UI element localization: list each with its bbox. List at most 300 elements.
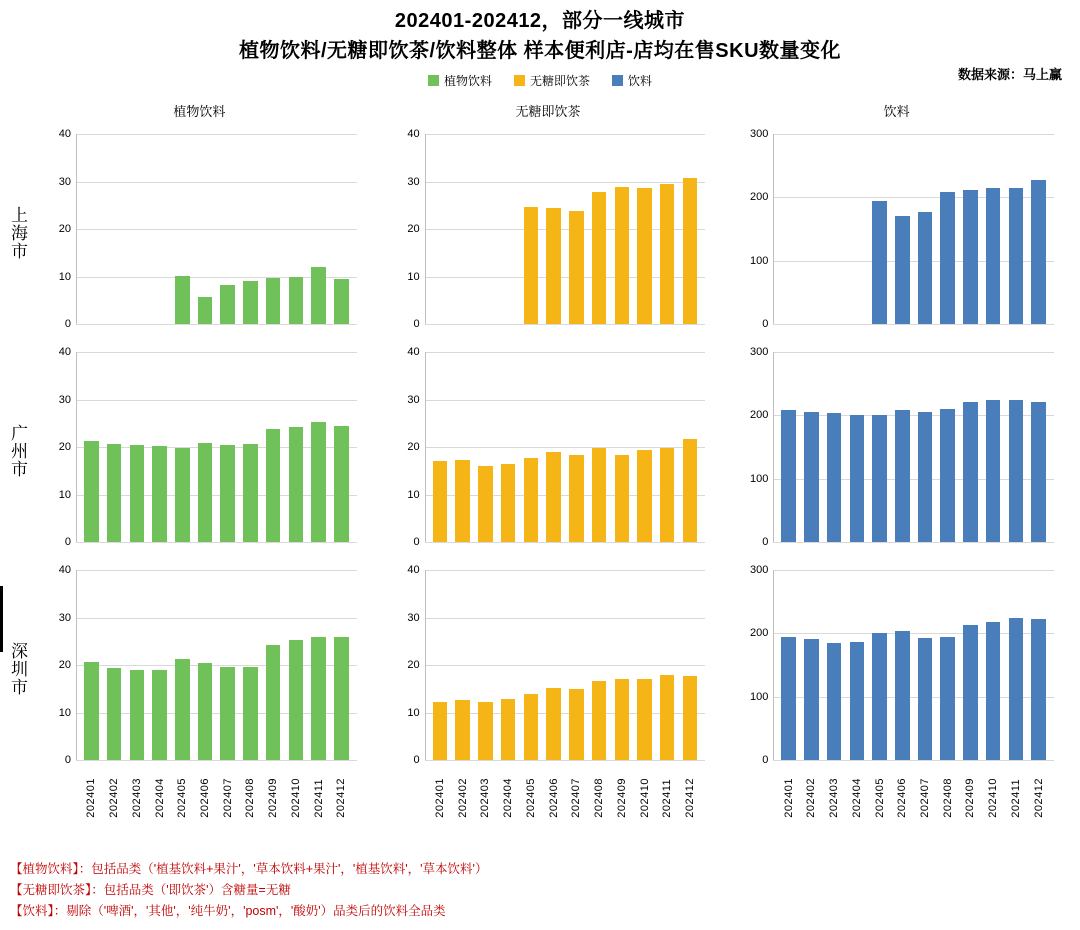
y-axis-tick: 0 [64,754,71,766]
bar[interactable] [334,279,349,324]
bar[interactable] [455,700,470,760]
bar-slot [982,570,1005,760]
legend-swatch [612,75,623,86]
bar[interactable] [615,187,630,324]
bar[interactable] [433,702,448,760]
bar[interactable] [827,643,842,760]
chart-panel [34,560,365,778]
bar[interactable] [175,659,190,760]
bar[interactable] [546,688,561,760]
bar-slot [474,352,497,542]
bar[interactable] [243,444,258,542]
y-axis-line [773,134,774,324]
gridline [76,324,357,325]
bar[interactable] [986,400,1001,543]
note-line: 【植物饮料】：包括品类（'植基饮料+果汁'，'草本饮料+果汁'，'植基饮料'，'草本饮料'） [10,862,488,876]
bar[interactable] [455,460,470,542]
bar-slot [823,352,846,542]
bar[interactable] [940,409,955,542]
bar[interactable] [243,281,258,324]
bar-slot [633,352,656,542]
bar[interactable] [637,188,652,324]
bar-slot [307,134,330,324]
x-label-slot [497,778,520,818]
bar-slot [936,134,959,324]
y-axis-tick: 100 [749,690,769,703]
x-label-slot [914,778,937,818]
bar[interactable] [1009,618,1024,760]
chart-panel [383,342,714,560]
x-axis-tick: 202407 [221,778,234,818]
bar[interactable] [478,466,493,542]
x-axis-tick: 202405 [176,778,189,818]
chart-panel [383,124,714,342]
x-label-slot [936,778,959,818]
bar-slot [656,134,679,324]
bar-slot [80,570,103,760]
gridline [425,324,706,325]
x-axis-labels [34,778,1080,854]
bar[interactable] [220,285,235,324]
bar-slot [429,134,452,324]
chart-panel [34,124,365,342]
bar-slot [679,570,702,760]
left-marker [0,586,3,652]
x-axis-tick: 202411 [1009,778,1022,818]
bar-slot [80,352,103,542]
bar[interactable] [569,211,584,324]
bar-slot [451,570,474,760]
column-titles [34,101,1080,120]
bar[interactable] [524,458,539,542]
chart-row [0,342,1080,560]
bar-slot [914,134,937,324]
bar[interactable] [311,267,326,324]
legend-label: 植物饮料 [443,74,492,88]
chart-title-block [0,0,1080,66]
bar[interactable] [1009,188,1024,324]
row-label: 广州市 [8,424,27,478]
x-axis-tick: 202412 [335,778,348,818]
y-axis-tick: 300 [749,346,769,358]
bar-slot [1027,570,1050,760]
bar-slot [239,352,262,542]
x-label-slot [171,778,194,818]
bar[interactable] [152,446,167,542]
bar[interactable] [660,184,675,324]
y-axis-line [773,570,774,760]
plot-area [407,128,706,330]
bar-slot [1005,570,1028,760]
bar-slot [216,134,239,324]
y-axis-tick: 10 [407,270,420,283]
y-axis-tick: 10 [58,488,71,501]
bar-slot [194,570,217,760]
legend-label: 无糖即饮茶 [529,74,590,88]
bar[interactable] [660,448,675,542]
chart-panel [731,124,1062,342]
legend-label: 饮料 [628,74,653,88]
plot-area [749,564,1054,766]
bar[interactable] [130,445,145,542]
bar[interactable] [660,675,675,760]
column-title-plant: 植物饮料 [173,104,226,119]
x-label-slot [148,778,171,818]
bar[interactable] [963,402,978,542]
bar-series [80,134,353,324]
bar-slot [284,134,307,324]
bar-slot [148,134,171,324]
bar[interactable] [804,412,819,542]
bar-series [777,570,1050,760]
y-axis-line [425,134,426,324]
bar[interactable] [850,415,865,542]
column-title-tea: 无糖即饮茶 [515,104,581,119]
bar[interactable] [827,413,842,542]
bar[interactable] [152,670,167,760]
bar[interactable] [311,637,326,761]
y-axis-tick: 300 [749,564,769,576]
bar[interactable] [220,445,235,542]
bar[interactable] [781,410,796,542]
y-axis-tick: 40 [407,346,420,358]
bar-slot [330,570,353,760]
gridline [425,760,706,761]
bar-series [80,352,353,542]
bar-slot [565,570,588,760]
bar[interactable] [130,670,145,760]
bar-slot [777,570,800,760]
bar[interactable] [918,638,933,760]
bar-slot [868,570,891,760]
bar[interactable] [501,699,516,760]
bar[interactable] [569,455,584,542]
bar-slot [679,134,702,324]
bar[interactable] [175,276,190,324]
bar[interactable] [963,625,978,760]
bar[interactable] [683,178,698,324]
x-label-slot [194,778,217,818]
bar[interactable] [850,642,865,760]
bar-slot [262,570,285,760]
bar-slot [520,352,543,542]
bar[interactable] [289,640,304,760]
bar[interactable] [1031,402,1046,542]
bar-slot [891,570,914,760]
y-axis-tick: 30 [407,611,420,624]
x-axis-tick: 202406 [198,778,211,818]
x-label-slot [823,778,846,818]
x-label-slot [542,778,565,818]
bar-slot [565,352,588,542]
bar[interactable] [107,444,122,542]
bar[interactable] [243,667,258,760]
y-axis-tick: 0 [413,536,420,548]
bar-slot [103,352,126,542]
x-label-panel [731,778,1062,854]
x-axis-tick: 202401 [85,778,98,818]
y-axis-tick: 20 [58,223,71,235]
bar-slot [520,134,543,324]
chart-panel [731,342,1062,560]
bar[interactable] [266,645,281,760]
bar-slot [914,352,937,542]
x-axis-tick: 202406 [896,778,909,818]
bar[interactable] [615,679,630,760]
bar-slot [610,570,633,760]
bar[interactable] [963,190,978,324]
x-axis-tick: 202411 [661,778,674,818]
bar[interactable] [433,461,448,542]
bar[interactable] [895,216,910,324]
bar-slot [800,134,823,324]
x-axis-tick: 202402 [108,778,121,818]
x-axis-tick: 202402 [456,778,469,818]
bar-slot [777,134,800,324]
bar[interactable] [637,679,652,760]
bar-slot [777,352,800,542]
y-axis-tick: 100 [749,254,769,267]
bar[interactable] [1009,400,1024,543]
row-label: 上海市 [8,206,27,260]
bar-slot [1005,134,1028,324]
x-axis-tick: 202404 [153,778,166,818]
bar-slot [429,352,452,542]
bar[interactable] [592,192,607,324]
bar-slot [588,134,611,324]
title-line-2: 植物饮料/无糖即饮茶/饮料整体 样本便利店-店均在售SKU数量变化 [238,40,842,62]
x-label-slot [307,778,330,818]
bar[interactable] [1031,180,1046,324]
bar[interactable] [198,663,213,760]
bar-slot [542,352,565,542]
x-axis-tick: 202406 [547,778,560,818]
bar-slot [103,134,126,324]
bar[interactable] [84,441,99,542]
bar[interactable] [872,633,887,760]
column-title-beverage: 饮料 [883,104,910,119]
bar-slot [610,352,633,542]
note-line: 【饮料】：剔除（'啤酒'，'其他'，'纯牛奶'，'posm'，'酸奶'）品类后的饮料全品类 [10,904,446,918]
legend-swatch [514,75,525,86]
bar-slot [800,352,823,542]
y-axis-tick: 30 [407,393,420,406]
bar[interactable] [266,429,281,542]
y-axis-tick: 40 [58,564,71,576]
bar[interactable] [592,448,607,542]
y-axis-tick: 200 [749,409,769,422]
bar-slot [679,352,702,542]
bar[interactable] [524,207,539,324]
note-line: 【无糖即饮茶】：包括品类（'即饮茶'）含糖量=无糖 [10,883,291,897]
bar[interactable] [592,681,607,760]
chart-row [0,560,1080,778]
bar-slot [194,352,217,542]
gridline [773,542,1054,543]
bar[interactable] [266,278,281,324]
bar-slot [959,134,982,324]
x-axis-tick: 202411 [312,778,325,818]
x-label-slot [891,778,914,818]
bar-slot [610,134,633,324]
x-label-slot [80,778,103,818]
bar[interactable] [615,455,630,542]
y-axis-tick: 40 [58,346,71,358]
x-label-slot [800,778,823,818]
chart-notes [10,859,487,922]
bar[interactable] [569,689,584,760]
x-label-slot [982,778,1005,818]
bar[interactable] [683,676,698,760]
x-label-slot [284,778,307,818]
x-axis-tick: 202403 [130,778,143,818]
chart-panel [34,342,365,560]
bar-slot [497,352,520,542]
bar[interactable] [198,297,213,324]
bar[interactable] [334,426,349,542]
x-axis-tick: 202403 [479,778,492,818]
x-label-slot [474,778,497,818]
y-axis-tick: 20 [407,223,420,235]
bar-slot [936,570,959,760]
y-axis-tick: 40 [407,564,420,576]
title-line-1: 202401-202412，部分一线城市 [394,10,686,32]
y-axis-tick: 30 [58,393,71,406]
x-axis-tick: 202409 [615,778,628,818]
y-axis-tick: 10 [407,488,420,501]
plot-area [407,346,706,548]
bar-slot [125,134,148,324]
x-label-slot [216,778,239,818]
bar[interactable] [1031,619,1046,760]
x-axis-tick: 202410 [987,778,1000,818]
y-axis-tick: 20 [58,441,71,453]
bar[interactable] [895,410,910,542]
bar[interactable] [175,448,190,542]
bar-series [777,134,1050,324]
bar[interactable] [918,412,933,542]
y-axis-tick: 40 [407,128,420,140]
x-label-slot [1005,778,1028,818]
bar-slot [1027,134,1050,324]
y-axis-tick: 0 [762,536,769,548]
x-axis-tick: 202405 [873,778,886,818]
bar-slot [846,570,869,760]
y-axis-tick: 10 [407,706,420,719]
x-axis-tick: 202408 [593,778,606,818]
x-label-slot [262,778,285,818]
bar-slot [588,352,611,542]
y-axis-tick: 200 [749,627,769,640]
bar[interactable] [940,637,955,760]
chart-grid [0,124,1080,778]
bar[interactable] [334,637,349,760]
y-axis-tick: 0 [762,754,769,766]
bar[interactable] [524,694,539,760]
bar[interactable] [895,631,910,760]
bar-slot [216,570,239,760]
bar[interactable] [220,667,235,760]
x-label-slot [125,778,148,818]
y-axis-tick: 20 [58,659,71,671]
x-axis-tick: 202408 [244,778,257,818]
x-axis-tick: 202409 [267,778,280,818]
bar-slot [565,134,588,324]
bar-series [429,134,702,324]
bar-slot [239,570,262,760]
row-label: 深圳市 [8,642,27,696]
bar-slot [868,134,891,324]
x-label-panel [34,778,365,854]
bar[interactable] [918,212,933,324]
bar[interactable] [501,464,516,542]
bar[interactable] [986,622,1001,760]
plot-area [749,346,1054,548]
bar-slot [307,352,330,542]
bar[interactable] [683,439,698,542]
plot-area [749,128,1054,330]
bar[interactable] [107,668,122,760]
bar[interactable] [872,415,887,542]
bar[interactable] [872,201,887,324]
bar-slot [194,134,217,324]
y-axis-tick: 0 [64,536,71,548]
x-label-slot [565,778,588,818]
bar[interactable] [637,450,652,542]
bar-slot [633,134,656,324]
bar-slot [262,134,285,324]
x-axis-tick: 202410 [638,778,651,818]
x-label-slot [429,778,452,818]
y-axis-tick: 40 [58,128,71,140]
y-axis-line [76,570,77,760]
y-axis-tick: 20 [407,659,420,671]
x-label-slot [868,778,891,818]
bar[interactable] [546,452,561,542]
x-label-slot [656,778,679,818]
y-axis-tick: 20 [407,441,420,453]
bar-slot [982,134,1005,324]
plot-area [58,346,357,548]
x-axis-tick: 202404 [502,778,515,818]
bar[interactable] [940,192,955,324]
bar[interactable] [311,422,326,542]
y-axis-tick: 10 [58,706,71,719]
bar[interactable] [289,277,304,324]
x-axis-tick: 202409 [964,778,977,818]
bar[interactable] [289,427,304,542]
x-label-slot [1027,778,1050,818]
bar-slot [846,134,869,324]
bar[interactable] [478,702,493,760]
bar-slot [307,570,330,760]
bar[interactable] [781,637,796,761]
bar[interactable] [546,208,561,324]
bar[interactable] [198,443,213,542]
x-axis-tick: 202407 [919,778,932,818]
y-axis-tick: 0 [413,318,420,330]
gridline [773,324,1054,325]
bar[interactable] [986,188,1001,324]
bar-slot [823,134,846,324]
y-axis-tick: 30 [58,175,71,188]
bar[interactable] [804,639,819,760]
plot-area [58,128,357,330]
bar-slot [330,134,353,324]
legend-item-beverage [612,72,652,89]
bar-slot [800,570,823,760]
bar[interactable] [84,662,99,760]
